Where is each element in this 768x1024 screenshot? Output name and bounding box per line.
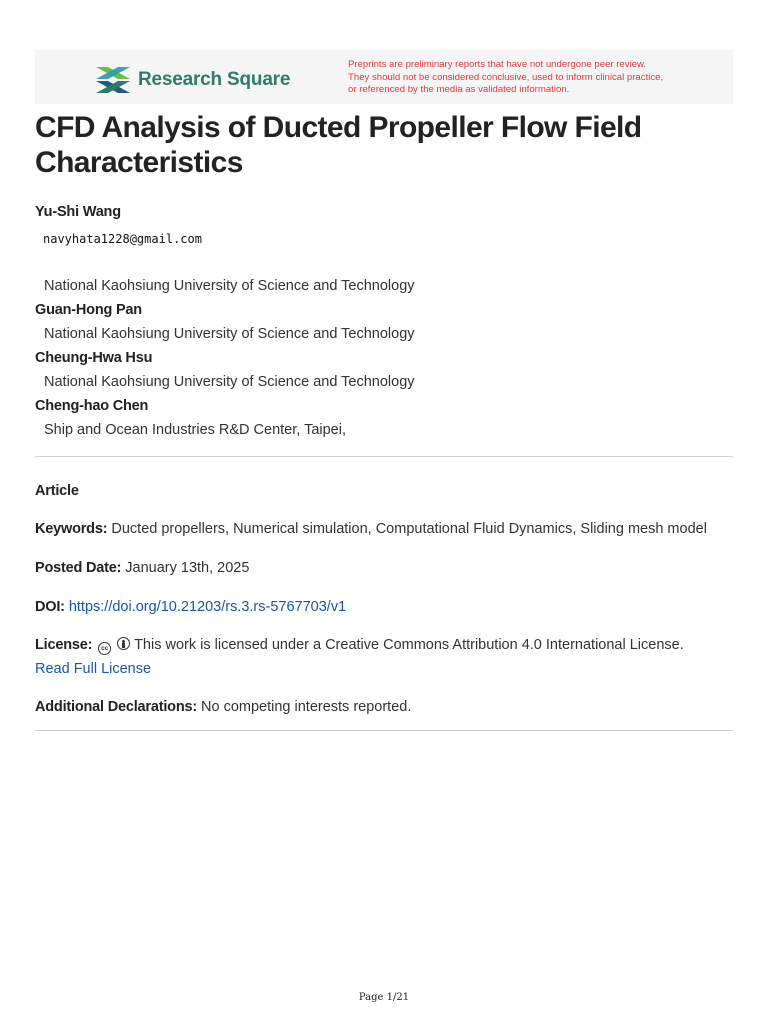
author-name: Cheung-Hwa Hsu (35, 350, 153, 366)
keywords-value: Ducted propellers, Numerical simulation, Computational Fluid Dynamics, Sliding mesh model (111, 521, 707, 537)
research-square-logo[interactable] (94, 65, 290, 95)
preprint-disclaimer (348, 59, 728, 97)
preprint-banner (35, 50, 733, 104)
read-full-license-link[interactable]: Read Full License (35, 661, 152, 677)
license-text: This work is licensed under a Creative Commons Attribution 4.0 International License. (134, 637, 684, 653)
author-name: Cheng-hao Chen (35, 398, 149, 414)
license (35, 633, 735, 681)
author-affiliation: Ship and Ocean Industries R&D Center, Taipei, (44, 422, 346, 438)
author-affiliation: National Kaohsiung University of Science and Technology (44, 278, 415, 294)
page-number: Page 1/21 (358, 992, 410, 1003)
author-affiliation: National Kaohsiung University of Science and Technology (44, 326, 415, 342)
license-label: License: (35, 637, 93, 653)
posted-date-value: January 13th, 2025 (125, 560, 250, 576)
author-name: Yu-Shi Wang (35, 204, 121, 220)
doi-label: DOI: (35, 599, 65, 615)
doi (35, 595, 735, 619)
research-square-logo-icon (94, 65, 132, 95)
keywords-label: Keywords: (35, 521, 108, 537)
cc-icon: cc (98, 642, 111, 655)
author-list (35, 202, 735, 444)
additional-declarations (35, 695, 735, 719)
disclaimer-line: or referenced by the media as validated information. (348, 84, 570, 96)
posted-date (35, 556, 735, 580)
posted-date-label: Posted Date: (35, 560, 122, 576)
article-type-label: Article (35, 483, 79, 499)
section-divider (35, 730, 733, 731)
section-divider (35, 456, 733, 457)
declarations-label: Additional Declarations: (35, 699, 197, 715)
article-type (35, 479, 735, 503)
brand-name: Research Square (138, 69, 291, 90)
author-name: Guan-Hong Pan (35, 302, 142, 318)
by-icon (117, 637, 130, 650)
paper-title: CFD Analysis of Ducted Propeller Flow Field Characteristics (35, 111, 642, 179)
doi-link[interactable]: https://doi.org/10.21203/rs.3.rs-5767703/v1 (68, 599, 347, 615)
author-email[interactable]: navyhata1228@gmail.com (43, 232, 202, 246)
disclaimer-line: Preprints are preliminary reports that have not undergone peer review. (348, 59, 647, 70)
disclaimer-line: They should not be considered conclusive, used to inform clinical practice, (348, 71, 664, 83)
author-affiliation: National Kaohsiung University of Science and Technology (44, 374, 415, 390)
keywords (35, 517, 735, 541)
declarations-value: No competing interests reported. (201, 699, 412, 715)
